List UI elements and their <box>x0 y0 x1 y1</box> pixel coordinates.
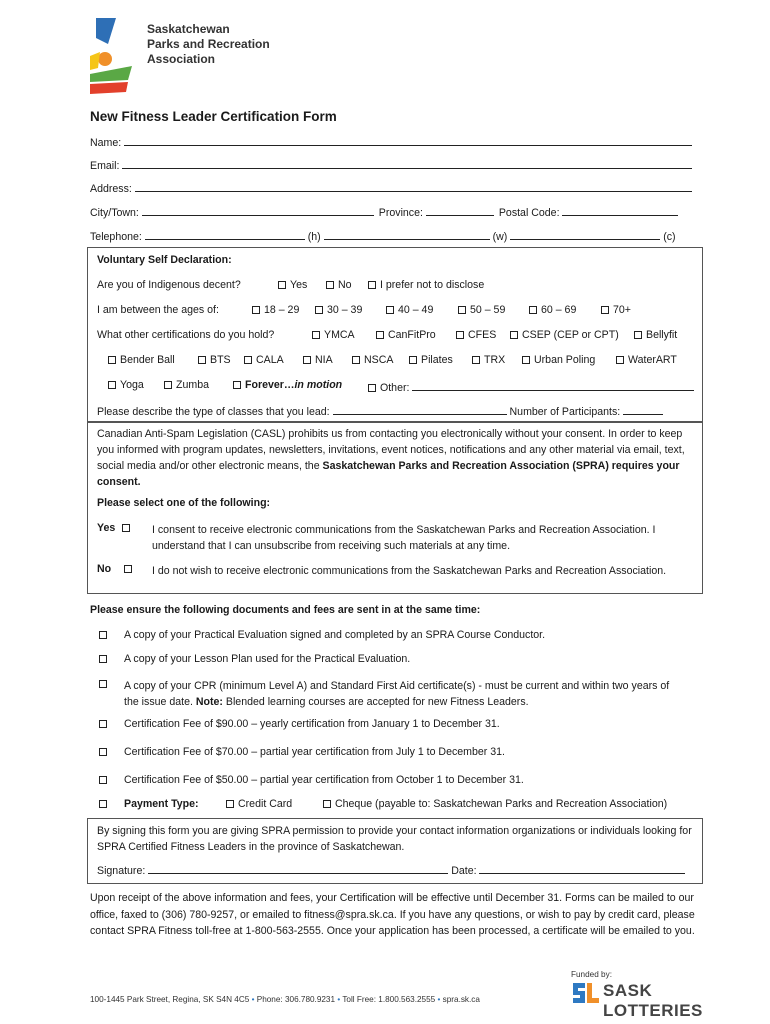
document-item-evaluation[interactable] <box>99 629 111 642</box>
age-option-50-59[interactable] <box>458 304 505 317</box>
fee-item-90-text: Certification Fee of $90.00 – yearly certification from January 1 to December 31. <box>124 718 500 730</box>
age-option-40-49[interactable] <box>386 304 433 317</box>
checkbox-icon[interactable] <box>278 281 286 289</box>
option-label: 60 – 69 <box>541 304 577 316</box>
fee-item-90[interactable] <box>99 718 111 731</box>
checkbox-icon[interactable] <box>472 356 480 364</box>
cert-option-pilates[interactable] <box>409 354 453 367</box>
cert-option-csep[interactable] <box>510 329 619 342</box>
fee-item-50[interactable] <box>99 774 111 787</box>
footer-address: 100-1445 Park Street, Regina, SK S4N 4C5 <box>90 995 250 1004</box>
age-option-70-plus[interactable] <box>601 304 631 317</box>
option-label: No <box>338 279 352 291</box>
checkbox-icon[interactable] <box>529 306 537 314</box>
org-line-1: Saskatchewan <box>147 22 230 36</box>
document-item-cpr[interactable] <box>99 678 111 691</box>
checkbox-icon[interactable] <box>99 655 107 663</box>
cpr-text-a: A copy of your CPR (minimum Level A) and Standard First Aid certificate(s) - must be current and within two years of the issue date. <box>124 680 670 708</box>
org-line-3: Association <box>147 52 216 66</box>
indigenous-yes-option[interactable] <box>278 279 307 292</box>
forever-label: Forever… <box>245 379 295 391</box>
name-row <box>90 134 692 150</box>
cert-option-canfitpro[interactable] <box>376 329 436 342</box>
checkbox-icon[interactable] <box>99 680 107 688</box>
consent-yes-text: I consent to receive electronic communications from the Saskatchewan Parks and Recreation Association. I understand that I can unsubscribe from receiving such materials at any time. <box>152 524 656 552</box>
telephone-work-field[interactable] <box>324 228 490 240</box>
option-label: 40 – 49 <box>398 304 434 316</box>
checkbox-icon[interactable] <box>122 524 130 532</box>
cert-option-other[interactable] <box>368 379 694 395</box>
footer-contact <box>90 995 480 1004</box>
cert-option-bts[interactable] <box>198 354 231 367</box>
closing-paragraph: Upon receipt of the above information and fees, your Certification will be effective until December 31. Forms can be mailed to our office, faxed to (306) 780-9257, or emailed to fitness@spra.sk.ca. If you have any questions, or wish to pay by credit card, please contact SPRA Fitness toll-free at 1-800-563-2555. Once your application has been processed, a certificate will be emailed to you. <box>90 892 695 937</box>
checkbox-icon[interactable] <box>99 776 107 784</box>
cert-option-nsca[interactable] <box>352 354 393 367</box>
certifications-question: What other certifications do you hold? <box>97 329 275 341</box>
city-field[interactable] <box>142 204 374 216</box>
checkbox-icon[interactable] <box>456 331 464 339</box>
date-label: Date: <box>451 865 477 877</box>
checkbox-icon[interactable] <box>601 306 609 314</box>
consent-no-option[interactable] <box>97 563 136 576</box>
checkbox-icon[interactable] <box>108 381 116 389</box>
option-label: CSEP (CEP or CPT) <box>522 329 619 341</box>
footer-bullet: • <box>337 995 341 1004</box>
footer-phone: Phone: 306.780.9231 <box>256 995 336 1004</box>
cert-option-bender-ball[interactable] <box>108 354 175 367</box>
option-label: Bellyfit <box>646 329 678 341</box>
indigenous-prefer-not-option[interactable] <box>368 279 484 292</box>
cert-option-cfes[interactable] <box>456 329 496 342</box>
footer-bullet: • <box>251 995 255 1004</box>
option-label: YMCA <box>324 329 355 341</box>
address-field[interactable] <box>135 180 692 192</box>
checkbox-icon[interactable] <box>315 306 323 314</box>
option-label: Bender Ball <box>120 354 175 366</box>
option-label: Yoga <box>120 379 144 391</box>
indigenous-no-option[interactable] <box>326 279 352 292</box>
cpr-text-b: Blended learning courses are accepted for new Fitness Leaders. <box>222 696 529 708</box>
cert-option-forever-in-motion[interactable] <box>233 379 342 392</box>
option-label: BTS <box>210 354 231 366</box>
sask-lotteries-wordmark: SASK LOTTERIES <box>603 981 703 1020</box>
age-option-30-39[interactable] <box>315 304 362 317</box>
checkbox-icon[interactable] <box>368 384 376 392</box>
city-row <box>90 204 678 220</box>
signature-field[interactable] <box>148 862 448 874</box>
footer-bullet: • <box>437 995 441 1004</box>
participants-field[interactable] <box>623 403 663 415</box>
consent-no-text: I do not wish to receive electronic communications from the Saskatchewan Parks and Recreation Association. <box>152 565 667 577</box>
address-label: Address: <box>90 183 132 195</box>
age-option-18-29[interactable] <box>252 304 299 317</box>
checkbox-icon[interactable] <box>510 331 518 339</box>
org-line-2: Parks and Recreation <box>147 37 270 51</box>
option-label: 18 – 29 <box>264 304 300 316</box>
checkbox-icon[interactable] <box>634 331 642 339</box>
classes-row <box>97 403 663 419</box>
telephone-cell-field[interactable] <box>510 228 660 240</box>
checkbox-icon[interactable] <box>409 356 417 364</box>
telephone-home-field[interactable] <box>145 228 305 240</box>
checkbox-icon[interactable] <box>522 356 530 364</box>
telephone-work-suffix: (w) <box>492 231 508 243</box>
footer-website[interactable]: spra.sk.ca <box>442 995 480 1004</box>
option-label: TRX <box>484 354 506 366</box>
cert-option-yoga[interactable] <box>108 379 144 392</box>
telephone-row <box>90 228 676 244</box>
telephone-home-suffix: (h) <box>307 231 321 243</box>
address-row <box>90 180 692 196</box>
indigenous-question: Are you of Indigenous decent? <box>97 279 241 291</box>
checkbox-icon[interactable] <box>303 356 311 364</box>
checkbox-icon[interactable] <box>164 381 172 389</box>
checkbox-icon[interactable] <box>99 800 107 808</box>
cert-option-ymca[interactable] <box>312 329 355 342</box>
option-label: NSCA <box>364 354 394 366</box>
casl-text: Canadian Anti-Spam Legislation (CASL) prohibits us from contacting you electronically without your consent. In order to keep you informed with program updates, newsletters, invitations, event notices, notifications and any other material via email, text, social media and/or other electronic means, the <box>97 428 685 472</box>
postal-code-label: Postal Code: <box>498 207 560 219</box>
checkbox-icon[interactable] <box>244 356 252 364</box>
option-label: 30 – 39 <box>327 304 363 316</box>
documents-heading: Please ensure the following documents and fees are sent in at the same time: <box>90 604 481 616</box>
checkbox-icon[interactable] <box>368 281 376 289</box>
cert-option-trx[interactable] <box>472 354 505 367</box>
option-label: CALA <box>256 354 284 366</box>
telephone-label: Telephone: <box>90 231 142 243</box>
sask-lotteries-logo-icon <box>571 981 709 1020</box>
cert-option-zumba[interactable] <box>164 379 209 392</box>
option-label: Credit Card <box>238 798 293 810</box>
checkbox-icon[interactable] <box>376 331 384 339</box>
province-field[interactable] <box>426 204 494 216</box>
consent-yes-option[interactable] <box>97 522 134 535</box>
option-label: NIA <box>315 354 333 366</box>
casl-bold-text: Saskatchewan Parks and Recreation Association (SPRA) requires your consent. <box>97 460 680 488</box>
age-option-60-69[interactable] <box>529 304 576 317</box>
funded-by-label: Funded by: <box>571 970 612 979</box>
fee-item-70-text: Certification Fee of $70.00 – partial year certification from July 1 to December 31. <box>124 746 505 758</box>
document-item-lesson-plan[interactable] <box>99 653 111 666</box>
in-motion-label: in motion <box>294 379 343 391</box>
cert-option-urban-poling[interactable] <box>522 354 595 367</box>
document-item-lesson-plan-text: A copy of your Lesson Plan used for the Practical Evaluation. <box>124 653 411 665</box>
checkbox-icon[interactable] <box>99 720 107 728</box>
fee-item-50-text: Certification Fee of $50.00 – partial year certification from October 1 to December 31. <box>124 774 524 786</box>
option-label: WaterART <box>628 354 677 366</box>
payment-cheque-option[interactable] <box>323 798 667 811</box>
fee-item-70[interactable] <box>99 746 111 759</box>
signature-consent-text: By signing this form you are giving SPRA permission to provide your contact information organizations or individuals looking for SPRA Certified Fitness Leaders in the province of Saskatchewan. <box>97 825 692 853</box>
checkbox-icon[interactable] <box>323 800 331 808</box>
email-label: Email: <box>90 160 120 172</box>
checkbox-icon[interactable] <box>252 306 260 314</box>
signature-label: Signature: <box>97 865 146 877</box>
province-label: Province: <box>378 207 423 219</box>
document-item-cpr-text <box>124 678 684 710</box>
checkbox-icon[interactable] <box>458 306 466 314</box>
checkbox-icon[interactable] <box>108 356 116 364</box>
checkbox-icon[interactable] <box>352 356 360 364</box>
checkbox-icon[interactable] <box>233 381 241 389</box>
date-field[interactable] <box>479 862 685 874</box>
option-label: I prefer not to disclose <box>380 279 485 291</box>
checkbox-icon[interactable] <box>386 306 394 314</box>
email-row <box>90 157 692 173</box>
other-cert-field[interactable] <box>412 379 694 391</box>
option-label: Zumba <box>176 379 209 391</box>
name-field[interactable] <box>124 134 692 146</box>
checkbox-icon[interactable] <box>226 800 234 808</box>
cert-option-cala[interactable] <box>244 354 284 367</box>
option-label: CFES <box>468 329 497 341</box>
form-title: New Fitness Leader Certification Form <box>90 109 337 124</box>
other-label: Other: <box>380 382 410 394</box>
declaration-heading: Voluntary Self Declaration: <box>97 254 232 266</box>
option-label: Urban Poling <box>534 354 596 366</box>
org-name <box>147 22 270 67</box>
checkbox-icon[interactable] <box>616 356 624 364</box>
document-item-evaluation-text: A copy of your Practical Evaluation signed and completed by an SPRA Course Conductor. <box>124 629 546 641</box>
postal-code-field[interactable] <box>562 204 678 216</box>
email-field[interactable] <box>122 157 692 169</box>
footer-tollfree: Toll Free: 1.800.563.2555 <box>342 995 436 1004</box>
option-label: 70+ <box>613 304 631 316</box>
classes-label: Please describe the type of classes that you lead: <box>97 406 330 418</box>
cert-option-waterart[interactable] <box>616 354 677 367</box>
spra-logo-icon <box>88 16 138 96</box>
option-label: Cheque (payable to: Saskatchewan Parks and Recreation Association) <box>335 798 668 810</box>
city-label: City/Town: <box>90 207 139 219</box>
participants-label: Number of Participants: <box>509 406 621 418</box>
checkbox-icon[interactable] <box>99 631 107 639</box>
checkbox-icon[interactable] <box>124 565 132 573</box>
checkbox-icon[interactable] <box>99 748 107 756</box>
cpr-note-label: Note: <box>195 696 223 708</box>
option-label: CanFitPro <box>388 329 436 341</box>
select-one-heading: Please select one of the following: <box>97 497 271 509</box>
casl-paragraph <box>97 426 697 490</box>
payment-item[interactable] <box>99 798 111 811</box>
checkbox-icon[interactable] <box>198 356 206 364</box>
consent-yes-label: Yes <box>97 522 116 534</box>
classes-field[interactable] <box>333 403 507 415</box>
option-label: Yes <box>290 279 308 291</box>
checkbox-icon[interactable] <box>326 281 334 289</box>
ages-question: I am between the ages of: <box>97 304 219 316</box>
payment-credit-card-option[interactable] <box>226 798 292 811</box>
consent-no-label: No <box>97 563 112 575</box>
checkbox-icon[interactable] <box>312 331 320 339</box>
signature-row <box>97 862 685 878</box>
option-label: Pilates <box>421 354 453 366</box>
option-label: 50 – 59 <box>470 304 506 316</box>
name-label: Name: <box>90 137 122 149</box>
payment-type-label: Payment Type: <box>124 798 199 810</box>
cert-option-bellyfit[interactable] <box>634 329 677 342</box>
cert-option-nia[interactable] <box>303 354 333 367</box>
telephone-cell-suffix: (c) <box>663 231 676 243</box>
